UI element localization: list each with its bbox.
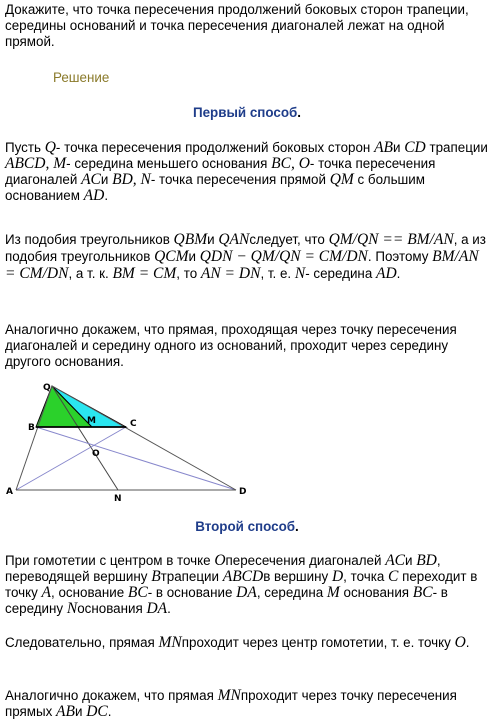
method2-paragraph-2: Следовательно, прямая MNпроходит через центр гомотетии, т. е. точку O. — [5, 634, 470, 651]
label-q: Q — [43, 383, 51, 393]
trapezoid-diagram — [0, 380, 260, 505]
method1-paragraph-2: Из подобия треугольников QBMи QANследует, что QM/QN == BM/AN, а из подобия треугольников QCMи QDN − QM/QN = CM/DN. Поэтому BM/AN = CM/DN, а т. к. BM = CM, то AN = DN, т. е. N- середина AD. — [5, 231, 486, 282]
diagonal-ac — [16, 427, 126, 490]
label-m: M — [87, 416, 96, 426]
line-qn — [52, 386, 118, 490]
method2-paragraph-3: Аналогично докажем, что прямая MNпроходит через точку пересечения прямых ABи DC. — [5, 687, 457, 720]
label-b: B — [28, 423, 35, 433]
solution-label: Решение — [53, 70, 110, 85]
method1-paragraph-1: Пусть Q- точка пересечения продолжений боковых сторон ABи CD трапеции ABCD, M- середина меньшего основания BC, O- точка пересечения диагоналей ACи BD, N- точка пересечения прямой QM с большим основанием AD. — [5, 139, 488, 204]
method2-paragraph-1: При гомотетии с центром в точке Oпересечения диагоналей ACи BD, переводящей вершину Bтрапеции ABCDв вершину D, точка C переходит в точку A, основание BC- в основание DA, середина M основания BC- в середину Nоснования DA. — [5, 552, 478, 617]
label-c: C — [130, 419, 137, 429]
method1-title: Первый способ. — [192, 105, 302, 120]
side-ab — [16, 386, 52, 490]
side-cd — [52, 386, 236, 490]
label-o: O — [92, 449, 100, 459]
diagonal-bd — [36, 427, 236, 490]
label-n: N — [114, 494, 122, 504]
method2-title: Второй способ. — [195, 519, 299, 534]
method1-paragraph-3: Аналогично докажем, что прямая, проходящая через точку пересечения диагоналей и середину одного из оснований, проходит через середину другого основания. — [5, 322, 457, 369]
label-d: D — [239, 487, 247, 497]
problem-statement: Докажите, что точка пересечения продолжений боковых сторон трапеции, середины оснований и точка пересечения диагоналей лежат на одной прямой. — [5, 2, 469, 49]
label-a: A — [6, 487, 13, 497]
